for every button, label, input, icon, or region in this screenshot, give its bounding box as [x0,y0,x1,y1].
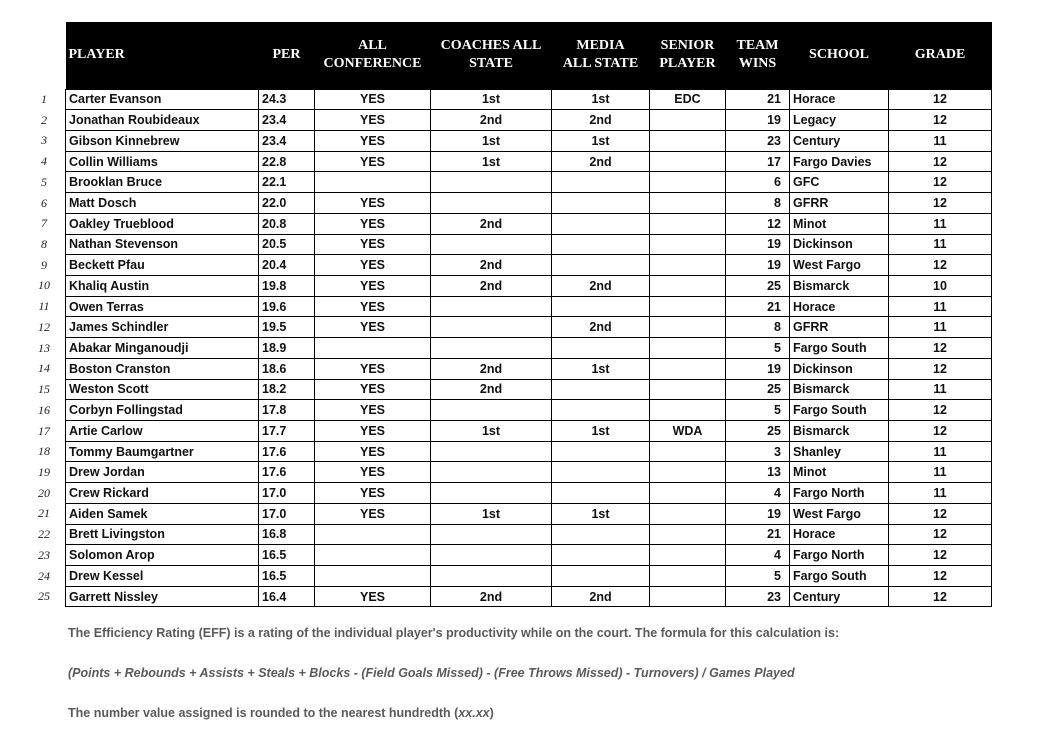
senior-player-value [650,400,726,421]
school-value: Fargo North [790,483,889,504]
table-row [66,193,992,214]
rank-number: 2 [41,112,47,127]
grade-value: 12 [889,358,992,379]
player-name: Drew Jordan [66,462,259,483]
team-wins-value: 5 [726,338,790,359]
coaches-all-state-value: 1st [431,503,552,524]
senior-player-value [650,566,726,587]
player-name: Drew Kessel [66,566,259,587]
all-conference-value: YES [315,89,431,110]
table-body [66,89,992,607]
table-row [66,441,992,462]
player-name: Nathan Stevenson [66,234,259,255]
media-all-state-value [552,296,650,317]
senior-player-value [650,338,726,359]
all-conference-value: YES [315,586,431,607]
per-value: 20.4 [259,255,315,276]
table-row [66,213,992,234]
rank-number: 21 [38,506,50,521]
media-all-state-value [552,255,650,276]
rank-number: 24 [38,568,50,583]
coaches-all-state-value: 2nd [431,358,552,379]
team-wins-value: 5 [726,400,790,421]
all-conference-value [315,566,431,587]
all-conference-value [315,524,431,545]
per-value: 20.5 [259,234,315,255]
player-name: Boston Cranston [66,358,259,379]
all-conference-value: YES [315,213,431,234]
all-conference-value: YES [315,234,431,255]
grade-value: 11 [889,441,992,462]
player-name: Owen Terras [66,296,259,317]
media-all-state-value [552,193,650,214]
team-wins-value: 21 [726,524,790,545]
media-all-state-value [552,234,650,255]
rank-number: 14 [38,361,50,376]
rank-number: 6 [41,195,47,210]
table-row [66,296,992,317]
senior-player-value [650,213,726,234]
senior-player-value [650,172,726,193]
player-name: Beckett Pfau [66,255,259,276]
team-wins-value: 8 [726,193,790,214]
per-value: 18.9 [259,338,315,359]
table-row [66,379,992,400]
per-value: 22.1 [259,172,315,193]
rank-number: 11 [38,299,50,314]
player-name: Matt Dosch [66,193,259,214]
player-name: Carter Evanson [66,89,259,110]
table-row [66,89,992,110]
all-conference-value: YES [315,193,431,214]
per-value: 22.0 [259,193,315,214]
grade-value: 12 [889,524,992,545]
school-value: Horace [790,524,889,545]
rank-number: 17 [38,423,50,438]
table-row [66,255,992,276]
header-team-wins: TEAM WINS [726,22,790,89]
rounding-format: xx.xx [458,706,490,720]
coaches-all-state-value [431,338,552,359]
player-name: Khaliq Austin [66,275,259,296]
team-wins-value: 3 [726,441,790,462]
senior-player-value: EDC [650,89,726,110]
coaches-all-state-value: 1st [431,130,552,151]
player-name: Crew Rickard [66,483,259,504]
grade-value: 11 [889,130,992,151]
team-wins-value: 23 [726,586,790,607]
team-wins-value: 12 [726,213,790,234]
table-row [66,172,992,193]
grade-value: 11 [889,462,992,483]
per-value: 23.4 [259,110,315,131]
rank-number: 25 [38,589,50,604]
player-name: Corbyn Follingstad [66,400,259,421]
school-value: Minot [790,213,889,234]
media-all-state-value [552,545,650,566]
all-conference-value: YES [315,483,431,504]
grade-value: 12 [889,89,992,110]
per-value: 19.5 [259,317,315,338]
header-senior-player: SENIOR PLAYER [650,22,726,89]
grade-value: 11 [889,234,992,255]
school-value: Fargo North [790,545,889,566]
all-conference-value: YES [315,275,431,296]
team-wins-value: 21 [726,89,790,110]
senior-player-value [650,358,726,379]
all-conference-value: YES [315,130,431,151]
player-stats-table [65,22,992,607]
team-wins-value: 19 [726,503,790,524]
table-row [66,545,992,566]
player-name: Tommy Baumgartner [66,441,259,462]
table-row [66,524,992,545]
all-conference-value: YES [315,400,431,421]
per-value: 18.2 [259,379,315,400]
grade-value: 11 [889,379,992,400]
table-row [66,462,992,483]
senior-player-value [650,462,726,483]
grade-value: 12 [889,545,992,566]
school-value: Dickinson [790,234,889,255]
senior-player-value [650,255,726,276]
header-all-conference: ALL CONFERENCE [315,22,431,89]
senior-player-value [650,234,726,255]
team-wins-value: 8 [726,317,790,338]
player-name: Jonathan Roubideaux [66,110,259,131]
school-value: Horace [790,296,889,317]
senior-player-value [650,379,726,400]
team-wins-value: 19 [726,255,790,276]
all-conference-value: YES [315,462,431,483]
table-row [66,503,992,524]
team-wins-value: 4 [726,545,790,566]
grade-value: 12 [889,151,992,172]
coaches-all-state-value: 2nd [431,110,552,131]
school-value: Fargo South [790,566,889,587]
player-name: Solomon Arop [66,545,259,566]
coaches-all-state-value [431,566,552,587]
team-wins-value: 13 [726,462,790,483]
rank-number: 8 [41,237,47,252]
school-value: Legacy [790,110,889,131]
team-wins-value: 17 [726,151,790,172]
player-name: Gibson Kinnebrew [66,130,259,151]
grade-value: 12 [889,338,992,359]
per-value: 22.8 [259,151,315,172]
per-value: 23.4 [259,130,315,151]
team-wins-value: 4 [726,483,790,504]
school-value: Minot [790,462,889,483]
school-value: Horace [790,89,889,110]
senior-player-value [650,275,726,296]
per-value: 16.5 [259,566,315,587]
efficiency-description: The Efficiency Rating (EFF) is a rating of the individual player's productivity while on the court. The formula for this calculation is: [68,626,840,640]
coaches-all-state-value [431,524,552,545]
table-row [66,317,992,338]
senior-player-value [650,193,726,214]
player-name: Collin Williams [66,151,259,172]
all-conference-value [315,545,431,566]
rank-number: 7 [41,216,47,231]
player-name: Brooklan Bruce [66,172,259,193]
coaches-all-state-value [431,234,552,255]
player-name: Abakar Minganoudji [66,338,259,359]
per-value: 24.3 [259,89,315,110]
grade-value: 11 [889,296,992,317]
media-all-state-value [552,441,650,462]
media-all-state-value: 1st [552,421,650,442]
table-row [66,586,992,607]
team-wins-value: 19 [726,358,790,379]
player-name: Aiden Samek [66,503,259,524]
senior-player-value [650,296,726,317]
coaches-all-state-value: 2nd [431,275,552,296]
coaches-all-state-value [431,317,552,338]
grade-value: 12 [889,110,992,131]
all-conference-value: YES [315,358,431,379]
all-conference-value: YES [315,296,431,317]
grade-value: 10 [889,275,992,296]
table-row [66,566,992,587]
senior-player-value [650,524,726,545]
efficiency-formula: (Points + Rebounds + Assists + Steals + Blocks - (Field Goals Missed) - (Free Throws Missed) - Turnovers) / Games Played [68,666,795,680]
header-player: PLAYER [66,22,259,89]
school-value: GFRR [790,317,889,338]
team-wins-value: 23 [726,130,790,151]
coaches-all-state-value [431,441,552,462]
senior-player-value [650,441,726,462]
per-value: 18.6 [259,358,315,379]
team-wins-value: 19 [726,110,790,131]
player-name: Garrett Nissley [66,586,259,607]
per-value: 17.6 [259,462,315,483]
school-value: Fargo South [790,338,889,359]
header-per: PER [259,22,315,89]
rank-number: 16 [38,402,50,417]
school-value: GFRR [790,193,889,214]
senior-player-value [650,317,726,338]
per-value: 19.8 [259,275,315,296]
player-name: Brett Livingston [66,524,259,545]
player-name: James Schindler [66,317,259,338]
media-all-state-value: 1st [552,89,650,110]
rank-number: 1 [41,92,47,106]
per-value: 16.8 [259,524,315,545]
senior-player-value [650,130,726,151]
table-row [66,275,992,296]
grade-value: 12 [889,255,992,276]
table-row [66,338,992,359]
table-row [66,483,992,504]
per-value: 19.6 [259,296,315,317]
rank-number: 3 [41,133,47,148]
media-all-state-value [552,524,650,545]
header-school: SCHOOL [790,22,889,89]
grade-value: 12 [889,172,992,193]
rank-number: 22 [38,527,50,542]
school-value: Shanley [790,441,889,462]
rank-number: 15 [38,382,50,397]
grade-value: 11 [889,317,992,338]
media-all-state-value: 2nd [552,151,650,172]
per-value: 20.8 [259,213,315,234]
all-conference-value [315,172,431,193]
media-all-state-value [552,338,650,359]
media-all-state-value: 2nd [552,275,650,296]
table-row [66,234,992,255]
school-value: West Fargo [790,255,889,276]
coaches-all-state-value: 1st [431,151,552,172]
team-wins-value: 25 [726,421,790,442]
all-conference-value: YES [315,503,431,524]
team-wins-value: 25 [726,379,790,400]
school-value: Dickinson [790,358,889,379]
header-media-all-state: MEDIA ALL STATE [552,22,650,89]
school-value: Bismarck [790,275,889,296]
school-value: Century [790,130,889,151]
rank-number: 19 [38,464,50,479]
grade-value: 12 [889,193,992,214]
team-wins-value: 19 [726,234,790,255]
media-all-state-value [552,566,650,587]
grade-value: 11 [889,213,992,234]
school-value: Fargo South [790,400,889,421]
media-all-state-value [552,462,650,483]
grade-value: 12 [889,400,992,421]
grade-value: 12 [889,503,992,524]
media-all-state-value: 2nd [552,110,650,131]
header-coaches-all-state: COACHES ALL STATE [431,22,552,89]
school-value: West Fargo [790,503,889,524]
per-value: 16.4 [259,586,315,607]
coaches-all-state-value [431,400,552,421]
senior-player-value [650,483,726,504]
coaches-all-state-value [431,462,552,483]
school-value: GFC [790,172,889,193]
media-all-state-value: 1st [552,503,650,524]
rank-number: 18 [38,444,50,459]
school-value: Fargo Davies [790,151,889,172]
per-value: 17.8 [259,400,315,421]
senior-player-value [650,503,726,524]
school-value: Century [790,586,889,607]
team-wins-value: 5 [726,566,790,587]
coaches-all-state-value [431,545,552,566]
rank-number: 5 [41,174,47,189]
grade-value: 12 [889,566,992,587]
coaches-all-state-value: 2nd [431,586,552,607]
media-all-state-value [552,213,650,234]
all-conference-value: YES [315,110,431,131]
senior-player-value: WDA [650,421,726,442]
table-row [66,130,992,151]
senior-player-value [650,586,726,607]
rank-number: 12 [38,319,50,334]
rank-number: 4 [41,154,47,169]
all-conference-value: YES [315,151,431,172]
all-conference-value: YES [315,379,431,400]
media-all-state-value [552,483,650,504]
media-all-state-value: 1st [552,130,650,151]
all-conference-value [315,338,431,359]
per-value: 17.6 [259,441,315,462]
header-grade: GRADE [889,22,992,89]
media-all-state-value [552,172,650,193]
coaches-all-state-value: 2nd [431,255,552,276]
rank-number: 9 [41,257,47,272]
table-row [66,110,992,131]
media-all-state-value: 2nd [552,586,650,607]
rounding-note: The number value assigned is rounded to the nearest hundredth (xx.xx) [68,706,494,720]
coaches-all-state-value [431,193,552,214]
media-all-state-value: 2nd [552,317,650,338]
school-value: Bismarck [790,379,889,400]
table-row [66,151,992,172]
rank-number: 23 [38,547,50,562]
rank-number: 13 [38,340,50,355]
media-all-state-value: 1st [552,358,650,379]
coaches-all-state-value: 2nd [431,379,552,400]
rank-number: 10 [38,278,50,293]
all-conference-value: YES [315,421,431,442]
coaches-all-state-value [431,172,552,193]
per-value: 17.0 [259,503,315,524]
table-row [66,421,992,442]
table-row [66,400,992,421]
rank-column [30,89,58,607]
grade-value: 11 [889,483,992,504]
grade-value: 12 [889,586,992,607]
all-conference-value: YES [315,317,431,338]
school-value: Bismarck [790,421,889,442]
player-name: Weston Scott [66,379,259,400]
table-row [66,358,992,379]
team-wins-value: 21 [726,296,790,317]
all-conference-value: YES [315,255,431,276]
header-row [66,22,992,89]
media-all-state-value [552,400,650,421]
team-wins-value: 6 [726,172,790,193]
coaches-all-state-value: 1st [431,89,552,110]
coaches-all-state-value: 1st [431,421,552,442]
player-name: Artie Carlow [66,421,259,442]
coaches-all-state-value [431,483,552,504]
per-value: 17.0 [259,483,315,504]
senior-player-value [650,545,726,566]
senior-player-value [650,151,726,172]
coaches-all-state-value [431,296,552,317]
per-value: 16.5 [259,545,315,566]
media-all-state-value [552,379,650,400]
coaches-all-state-value: 2nd [431,213,552,234]
team-wins-value: 25 [726,275,790,296]
per-value: 17.7 [259,421,315,442]
all-conference-value: YES [315,441,431,462]
grade-value: 12 [889,421,992,442]
senior-player-value [650,110,726,131]
rank-number: 20 [38,485,50,500]
player-name: Oakley Trueblood [66,213,259,234]
